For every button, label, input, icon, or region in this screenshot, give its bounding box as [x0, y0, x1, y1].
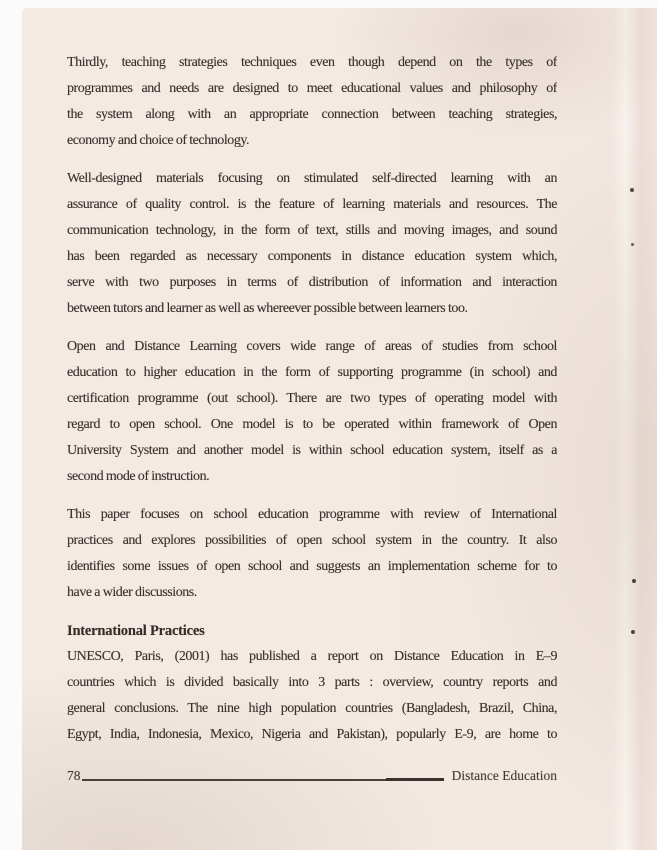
text-line: economy and choice of technology. [67, 133, 250, 148]
paragraph [67, 644, 557, 748]
text-line: education to higher education in the form of supporting programme (in school) and [67, 365, 557, 380]
page-content [67, 50, 557, 784]
paragraph [67, 502, 557, 606]
paragraph [67, 166, 557, 322]
text-line: Egypt, India, Indonesia, Mexico, Nigeria and Pakistan), popularly E-9, are home to [67, 727, 557, 742]
paragraph [67, 334, 557, 490]
text-line: communication technology, in the form of text, stills and moving images, and sound [67, 223, 557, 238]
text-line: This paper focuses on school education programme with review of International [67, 507, 557, 522]
text-line: serve with two purposes in terms of distribution of information and interaction [67, 275, 557, 290]
scanned-paper-page [22, 8, 657, 850]
text-line: UNESCO, Paris, (2001) has published a report on Distance Education in E–9 [67, 649, 557, 664]
scan-speck [630, 188, 634, 192]
page-number: 78 [67, 768, 81, 783]
scan-speck [631, 243, 634, 246]
text-line: identifies some issues of open school and suggests an implementation scheme for to [67, 559, 557, 574]
text-line: regard to open school. One model is to be operated within framework of Open [67, 417, 557, 432]
text-line: Open and Distance Learning covers wide range of areas of studies from school [67, 339, 557, 354]
paragraph [67, 50, 557, 154]
text-line: certification programme (out school). There are two types of operating model with [67, 391, 557, 406]
text-line: assurance of quality control. is the feature of learning materials and resources. The [67, 197, 557, 212]
section-heading: International Practices [67, 623, 205, 639]
text-line: the system along with an appropriate connection between teaching strategies, [67, 107, 557, 122]
text-line: University System and another model is within school education system, itself as a [67, 443, 557, 458]
text-line: between tutors and learner as well as whereever possible between learners too. [67, 301, 468, 316]
text-line: has been regarded as necessary components in distance education system which, [67, 249, 557, 264]
page-footer [67, 768, 557, 784]
text-line: have a wider discussions. [67, 585, 197, 600]
text-line: programmes and needs are designed to meet educational values and philosophy of [67, 81, 557, 96]
text-line: Well-designed materials focusing on stimulated self-directed learning with an [67, 171, 557, 186]
scan-speck [632, 579, 636, 583]
scan-speck [631, 630, 635, 634]
text-blocks [67, 50, 557, 748]
text-line: practices and explores possibilities of open school system in the country. It also [67, 533, 557, 548]
text-line: second mode of instruction. [67, 469, 210, 484]
journal-title: Distance Education [451, 768, 557, 783]
text-line: general conclusions. The nine high population countries (Bangladesh, Brazil, China, [67, 701, 557, 716]
text-line: Thirdly, teaching strategies techniques even though depend on the types of [67, 55, 557, 70]
footer-rule-line [82, 776, 444, 781]
text-line: countries which is divided basically into 3 parts : overview, country reports and [67, 675, 557, 690]
